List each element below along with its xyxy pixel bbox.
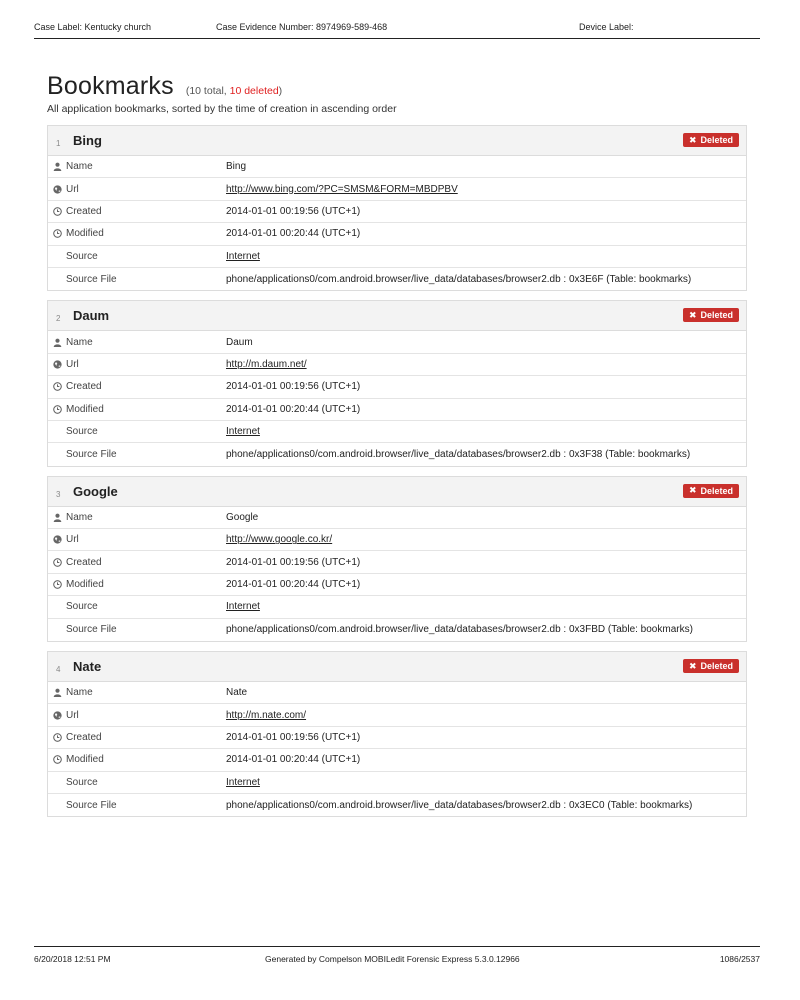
bookmark-record (47, 300, 747, 466)
row-name (48, 682, 746, 704)
bookmark-url-link[interactable]: http://www.bing.com/?PC=SMSM&FORM=MBDPBV (226, 183, 458, 195)
source-file-path: phone/applications0/com.android.browser/live_data/databases/browser2.db : 0x3E6F (Table: bookmarks) (226, 273, 692, 285)
field-label-url: Url (66, 358, 79, 370)
section-header (47, 72, 747, 115)
clock-icon (48, 733, 66, 742)
user-icon (48, 338, 66, 347)
record-header (48, 477, 746, 507)
globe-icon (48, 711, 66, 720)
row-created (48, 727, 746, 749)
modified-timestamp: 2014-01-01 00:20:44 (UTC+1) (226, 403, 361, 415)
deleted-badge (683, 659, 739, 673)
source-link[interactable]: Internet (226, 250, 260, 262)
field-label-source-file: Source File (66, 448, 117, 460)
deleted-badge-label: Deleted (700, 135, 733, 145)
row-name (48, 507, 746, 529)
row-source (48, 772, 746, 794)
page-title: Bookmarks (47, 72, 174, 100)
deleted-badge-label: Deleted (700, 485, 733, 496)
field-label-modified: Modified (66, 754, 104, 766)
row-source-file (48, 794, 746, 816)
bookmark-name: Daum (226, 336, 253, 348)
record-header (48, 126, 746, 156)
field-label-name: Name (66, 687, 93, 699)
row-url (48, 704, 746, 726)
field-label-created: Created (66, 205, 102, 217)
field-label-url: Url (66, 709, 79, 721)
row-name (48, 156, 746, 178)
bookmark-record (47, 476, 747, 642)
field-label-name: Name (66, 336, 93, 348)
clock-icon (48, 382, 66, 391)
field-label-created: Created (66, 732, 102, 743)
field-label-source: Source (66, 601, 98, 613)
field-label-url: Url (66, 183, 79, 195)
created-timestamp: 2014-01-01 00:19:56 (UTC+1) (226, 205, 361, 217)
field-label-name: Name (66, 161, 93, 173)
field-label-source: Source (66, 426, 98, 438)
deleted-count: 10 deleted (229, 85, 279, 97)
section-subtitle: All application bookmarks, sorted by the time of creation in ascending order (47, 103, 397, 115)
modified-timestamp: 2014-01-01 00:20:44 (UTC+1) (226, 579, 361, 591)
record-number: 1 (56, 139, 61, 148)
record-counts: (10 total, 10 deleted) (185, 85, 283, 97)
bookmark-record (47, 651, 747, 817)
page-footer (34, 946, 760, 966)
deleted-badge (683, 484, 739, 498)
row-url (48, 354, 746, 376)
modified-timestamp: 2014-01-01 00:20:44 (UTC+1) (226, 228, 361, 240)
close-icon: ✖ (688, 309, 697, 320)
record-header (48, 301, 746, 331)
record-number: 2 (56, 314, 61, 324)
globe-icon (48, 535, 66, 544)
row-url (48, 178, 746, 200)
record-header (48, 652, 746, 682)
close-icon: ✖ (688, 485, 697, 496)
device-label: Device Label: (579, 22, 634, 32)
field-label-source-file: Source File (66, 624, 117, 636)
row-modified (48, 574, 746, 596)
field-label-source-file: Source File (66, 799, 117, 811)
record-title: Bing (73, 133, 102, 148)
case-evidence-number: Case Evidence Number: 8974969-589-468 (216, 22, 388, 32)
user-icon (48, 162, 66, 171)
deleted-badge (683, 133, 739, 147)
footer-generated-by: Generated by Compelson MOBILedit Forensic Express 5.3.0.12966 (265, 954, 520, 964)
created-timestamp: 2014-01-01 00:19:56 (UTC+1) (226, 556, 361, 568)
bookmark-record (47, 125, 747, 291)
modified-timestamp: 2014-01-01 00:20:44 (UTC+1) (226, 754, 361, 766)
row-source (48, 596, 746, 618)
row-modified (48, 223, 746, 245)
deleted-badge-label: Deleted (700, 310, 733, 321)
field-label-modified: Modified (66, 579, 104, 591)
record-title: Daum (73, 308, 110, 324)
globe-icon (48, 185, 66, 194)
record-title: Google (73, 483, 118, 499)
row-source-file (48, 619, 746, 641)
source-file-path: phone/applications0/com.android.browser/live_data/databases/browser2.db : 0x3FBD (Table: bookmarks) (226, 624, 693, 636)
clock-icon (48, 558, 66, 567)
globe-icon (48, 360, 66, 369)
row-created (48, 551, 746, 573)
record-number: 4 (56, 665, 61, 675)
source-link[interactable]: Internet (226, 601, 260, 613)
bookmark-url-link[interactable]: http://m.daum.net/ (226, 358, 307, 370)
row-url (48, 529, 746, 551)
close-icon: ✖ (688, 660, 697, 671)
close-icon: ✖ (688, 134, 697, 145)
user-icon (48, 513, 66, 522)
bookmark-list (47, 125, 747, 826)
source-file-path: phone/applications0/com.android.browser/live_data/databases/browser2.db : 0x3EC0 (Table: bookmarks) (226, 799, 693, 811)
clock-icon (48, 207, 66, 216)
bookmark-name: Google (226, 511, 259, 523)
clock-icon (48, 229, 66, 238)
bookmark-name: Bing (226, 161, 247, 173)
clock-icon (48, 580, 66, 589)
created-timestamp: 2014-01-01 00:19:56 (UTC+1) (226, 381, 361, 393)
row-source (48, 246, 746, 268)
clock-icon (48, 405, 66, 414)
row-created (48, 376, 746, 398)
field-label-modified: Modified (66, 228, 104, 240)
clock-icon (48, 755, 66, 764)
row-modified (48, 749, 746, 771)
footer-date: 6/20/2018 12:51 PM (34, 954, 111, 964)
created-timestamp: 2014-01-01 00:19:56 (UTC+1) (226, 732, 361, 743)
row-source (48, 421, 746, 443)
bookmark-url-link[interactable]: http://m.nate.com/ (226, 709, 307, 721)
field-label-source: Source (66, 776, 98, 788)
row-modified (48, 399, 746, 421)
row-source-file (48, 443, 746, 465)
record-number: 3 (56, 489, 61, 499)
record-title: Nate (73, 659, 102, 675)
source-link[interactable]: Internet (226, 426, 260, 438)
bookmark-url-link[interactable]: http://www.google.co.kr/ (226, 534, 333, 546)
source-file-path: phone/applications0/com.android.browser/live_data/databases/browser2.db : 0x3F38 (Table: bookmarks) (226, 448, 691, 460)
bookmark-name: Nate (226, 687, 248, 699)
field-label-source: Source (66, 250, 98, 262)
field-label-modified: Modified (66, 403, 104, 415)
field-label-created: Created (66, 381, 102, 393)
source-link[interactable]: Internet (226, 776, 260, 788)
field-label-name: Name (66, 511, 93, 523)
page-header (34, 22, 760, 39)
field-label-source-file: Source File (66, 273, 117, 285)
case-label: Case Label: Kentucky church (34, 22, 152, 32)
row-created (48, 201, 746, 223)
field-label-url: Url (66, 534, 79, 546)
field-label-created: Created (66, 556, 102, 568)
row-name (48, 331, 746, 353)
deleted-badge (683, 308, 739, 322)
row-source-file (48, 268, 746, 290)
user-icon (48, 688, 66, 697)
footer-page-number: 1086/2537 (719, 954, 760, 964)
deleted-badge-label: Deleted (700, 661, 733, 672)
